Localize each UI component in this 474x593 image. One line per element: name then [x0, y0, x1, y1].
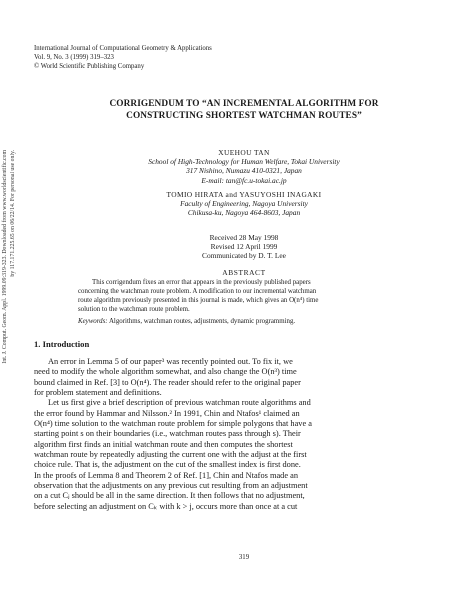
body-line: O(n⁴) time solution to the watchman route problem for simple polygons that have a [34, 419, 312, 429]
body-line: algorithm first finds an initial watchman route and then computes the shortest [34, 439, 293, 449]
journal-copyright: © World Scientific Publishing Company [34, 63, 145, 70]
body-line: bound claimed in Ref. [3] to O(n⁴). The reader should refer to the original paper [34, 377, 301, 387]
author-affiliation: School of High-Technology for Human Welfare, Tokai University [148, 157, 340, 167]
body-line: choice rule. That is, the adjustment on the cut of the smallest index is first done. [34, 460, 301, 470]
author-affiliation: Faculty of Engineering, Nagoya University [180, 199, 308, 209]
body-text [34, 357, 440, 512]
journal-header [34, 44, 212, 71]
body-line: In the proofs of Lemma 8 and Theorem 2 of Ref. [1], Chin and Ntafos made an [34, 470, 298, 480]
author-address: 317 Nishino, Numazu 410-0321, Japan [186, 166, 302, 176]
body-line: Let us first give a brief description of previous watchman route algorithms and [48, 398, 311, 408]
body-line: for problem statement and definitions. [34, 388, 162, 398]
author-email: E-mail: tan@fc.u-tokai.ac.jp [201, 175, 287, 185]
abstract-body [78, 279, 412, 315]
download-watermark [2, 150, 28, 490]
body-line: watchman route by repeatedly adjusting the current one with the adjust at the first [34, 450, 307, 460]
author-names: TOMIO HIRATA and YASUYOSHI INAGAKI [166, 190, 322, 199]
body-line: starting point s on their boundaries (i.e., watchman routes pass through s). Their [34, 429, 301, 439]
communicated-by: Communicated by D. T. Lee [202, 251, 286, 261]
body-line: observation that the adjustments on any previous cut resulting from an adjustment [34, 481, 308, 491]
watermark-line-1: Int. J. Comput. Geom. Appl. 1999.09:319-323. Downloaded from www.worldscientific.com [2, 150, 8, 364]
author-block-2 [34, 190, 454, 218]
abstract-line: solution to the watchman route problem. [78, 305, 190, 313]
keywords-text: Algorithms, watchman routes, adjustments, dynamic programming. [107, 318, 296, 325]
abstract-heading: ABSTRACT [222, 268, 266, 277]
abstract-line: This corrigendum fixes an error that appears in the previously published papers [92, 279, 311, 286]
author-block-1 [34, 148, 454, 185]
revised-date: Revised 12 April 1999 [210, 242, 278, 252]
received-date: Received 28 May 1998 [209, 233, 279, 242]
body-line: need to modify the whole algorithm somewhat, and also change the O(n³) time [34, 367, 297, 377]
body-line: before selecting an adjustment on Cₖ with k > j, occurs more than once at a cut [34, 501, 298, 511]
paper-title [34, 98, 454, 122]
title-line-1: CORRIGENDUM TO “AN INCREMENTAL ALGORITHM FOR [109, 99, 379, 109]
watermark-line-2: by 117.171.225.65 on 06/22/14. For personal use only. [10, 150, 16, 277]
abstract-line: route algorithm previously presented in this journal is made, which gives an O(n⁴) time [78, 296, 319, 304]
keywords-label: Keywords: [78, 318, 108, 325]
body-line: on a cut Cⱼ should be all in the same direction. It then follows that no adjustment, [34, 491, 305, 501]
journal-volume: Vol. 9, No. 3 (1999) 319–323 [34, 54, 114, 61]
dates-block [34, 233, 454, 261]
author-address: Chikusa-ku, Nagoya 464-8603, Japan [187, 208, 301, 218]
body-line: the error found by Hammar and Nilsson.² In 1991, Chin and Ntafos¹ claimed an [34, 408, 300, 418]
section-heading: 1. Introduction [34, 339, 90, 349]
journal-name: International Journal of Computational Geometry & Applications [34, 45, 212, 52]
title-line-2: CONSTRUCTING SHORTEST WATCHMAN ROUTES” [126, 111, 362, 121]
keywords [78, 318, 412, 327]
body-line: An error in Lemma 5 of our paper³ was recently pointed out. To fix it, we [48, 357, 293, 366]
page-number: 319 [238, 554, 250, 561]
abstract-line: concerning the watchman route problem. A modification to our incremental watchman [78, 287, 317, 295]
author-name: XUEHOU TAN [218, 148, 270, 157]
